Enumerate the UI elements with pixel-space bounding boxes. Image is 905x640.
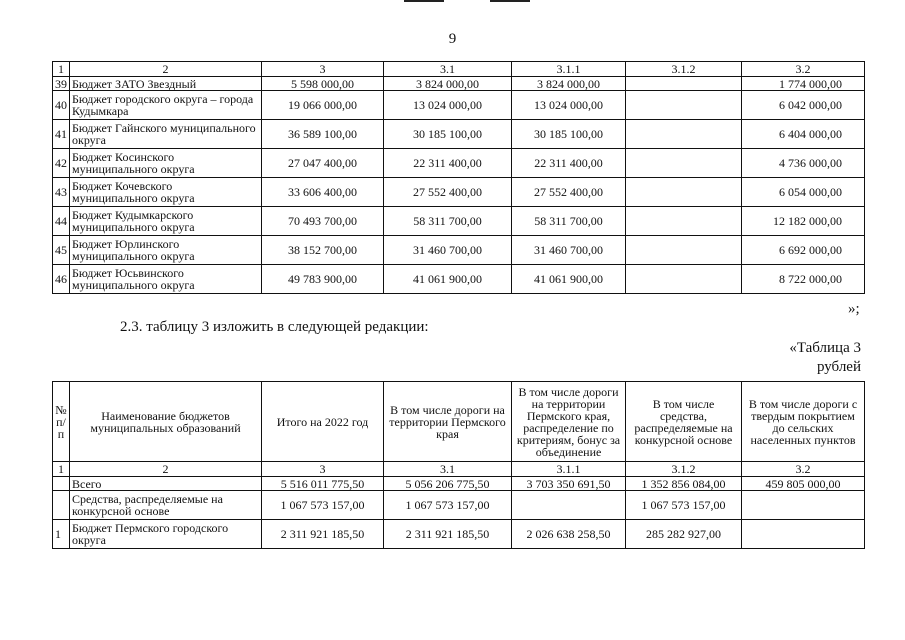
value-roads: 22 311 400,00 bbox=[384, 149, 512, 178]
value-competitive bbox=[626, 265, 742, 294]
value-total: 19 066 000,00 bbox=[262, 91, 384, 120]
budget-name: Бюджет Юсьвинского муниципального округа bbox=[70, 265, 262, 294]
value-criteria: 3 703 350 691,50 bbox=[512, 477, 626, 491]
budget-table-3 bbox=[52, 381, 865, 549]
col-number: 1 bbox=[53, 62, 70, 77]
table-row bbox=[53, 491, 865, 520]
value-rural: 1 774 000,00 bbox=[742, 77, 865, 91]
row-number: 39 bbox=[53, 77, 70, 91]
row-number: 44 bbox=[53, 207, 70, 236]
page-number: 9 bbox=[448, 31, 457, 47]
table-row bbox=[53, 207, 865, 236]
column-number-row bbox=[53, 62, 865, 77]
value-competitive bbox=[626, 77, 742, 91]
value-total: 27 047 400,00 bbox=[262, 149, 384, 178]
row-number: 46 bbox=[53, 265, 70, 294]
col-number: 3 bbox=[262, 62, 384, 77]
budget-name: Бюджет Пермского городского округа bbox=[70, 520, 262, 549]
table-row bbox=[53, 120, 865, 149]
value-criteria: 3 824 000,00 bbox=[512, 77, 626, 91]
value-roads: 2 311 921 185,50 bbox=[384, 520, 512, 549]
header-criteria: В том числе дороги на территории Пермского края, распределение по критериям, бонус за объединение bbox=[512, 382, 626, 462]
value-roads: 13 024 000,00 bbox=[384, 91, 512, 120]
value-roads: 1 067 573 157,00 bbox=[384, 491, 512, 520]
value-criteria: 2 026 638 258,50 bbox=[512, 520, 626, 549]
value-criteria: 31 460 700,00 bbox=[512, 236, 626, 265]
value-total: 36 589 100,00 bbox=[262, 120, 384, 149]
col-number: 3.1.1 bbox=[512, 62, 626, 77]
value-competitive: 1 067 573 157,00 bbox=[626, 491, 742, 520]
table-row bbox=[53, 477, 865, 491]
col-number: 2 bbox=[70, 62, 262, 77]
value-roads: 3 824 000,00 bbox=[384, 77, 512, 91]
column-number-row bbox=[53, 462, 865, 477]
value-rural bbox=[742, 491, 865, 520]
value-criteria: 41 061 900,00 bbox=[512, 265, 626, 294]
value-total: 70 493 700,00 bbox=[262, 207, 384, 236]
closing-quote: »; bbox=[848, 301, 860, 317]
table-row bbox=[53, 178, 865, 207]
table-row bbox=[53, 520, 865, 549]
col-number: 2 bbox=[70, 462, 262, 477]
row-number: 41 bbox=[53, 120, 70, 149]
row-number: 1 bbox=[53, 520, 70, 549]
col-number: 3.1 bbox=[384, 62, 512, 77]
value-rural: 8 722 000,00 bbox=[742, 265, 865, 294]
value-roads: 41 061 900,00 bbox=[384, 265, 512, 294]
value-criteria: 30 185 100,00 bbox=[512, 120, 626, 149]
col-number: 3.1.2 bbox=[626, 462, 742, 477]
value-competitive bbox=[626, 236, 742, 265]
row-number: 42 bbox=[53, 149, 70, 178]
value-criteria bbox=[512, 491, 626, 520]
value-criteria: 22 311 400,00 bbox=[512, 149, 626, 178]
value-competitive bbox=[626, 178, 742, 207]
table-row bbox=[53, 77, 865, 91]
value-total: 33 606 400,00 bbox=[262, 178, 384, 207]
header-rural: В том числе дороги с твердым покрытием до сельских населенных пунктов bbox=[742, 382, 865, 462]
budget-name: Средства, распределяемые на конкурсной основе bbox=[70, 491, 262, 520]
value-criteria: 13 024 000,00 bbox=[512, 91, 626, 120]
value-rural: 12 182 000,00 bbox=[742, 207, 865, 236]
header-num: № п/п bbox=[53, 382, 70, 462]
row-number bbox=[53, 477, 70, 491]
value-competitive: 1 352 856 084,00 bbox=[626, 477, 742, 491]
value-criteria: 58 311 700,00 bbox=[512, 207, 626, 236]
row-number: 40 bbox=[53, 91, 70, 120]
header-total: Итого на 2022 год bbox=[262, 382, 384, 462]
value-competitive bbox=[626, 149, 742, 178]
budget-name: Бюджет Юрлинского муниципального округа bbox=[70, 236, 262, 265]
top-rule-left bbox=[404, 0, 444, 2]
value-total: 38 152 700,00 bbox=[262, 236, 384, 265]
value-rural: 6 042 000,00 bbox=[742, 91, 865, 120]
col-number: 3 bbox=[262, 462, 384, 477]
top-rule-right bbox=[490, 0, 530, 2]
value-total: 2 311 921 185,50 bbox=[262, 520, 384, 549]
table-caption: «Таблица 3 bbox=[789, 340, 861, 356]
value-rural: 6 054 000,00 bbox=[742, 178, 865, 207]
value-rural: 4 736 000,00 bbox=[742, 149, 865, 178]
value-rural: 459 805 000,00 bbox=[742, 477, 865, 491]
row-number bbox=[53, 491, 70, 520]
table-row bbox=[53, 91, 865, 120]
col-number: 3.1.1 bbox=[512, 462, 626, 477]
header-roads: В том числе дороги на территории Пермского края bbox=[384, 382, 512, 462]
row-number: 43 bbox=[53, 178, 70, 207]
header-competitive: В том числе средства, распределяемые на конкурсной основе bbox=[626, 382, 742, 462]
value-rural: 6 404 000,00 bbox=[742, 120, 865, 149]
value-competitive: 285 282 927,00 bbox=[626, 520, 742, 549]
table-row bbox=[53, 265, 865, 294]
budget-name: Бюджет Кочевского муниципального округа bbox=[70, 178, 262, 207]
value-total: 5 598 000,00 bbox=[262, 77, 384, 91]
budget-name: Бюджет Косинского муниципального округа bbox=[70, 149, 262, 178]
value-roads: 58 311 700,00 bbox=[384, 207, 512, 236]
budget-name: Бюджет Гайнского муниципального округа bbox=[70, 120, 262, 149]
budget-name: Бюджет ЗАТО Звездный bbox=[70, 77, 262, 91]
value-total: 1 067 573 157,00 bbox=[262, 491, 384, 520]
value-rural bbox=[742, 520, 865, 549]
budget-table-continued bbox=[52, 61, 865, 294]
col-number: 3.1 bbox=[384, 462, 512, 477]
header-row bbox=[53, 382, 865, 462]
value-total: 49 783 900,00 bbox=[262, 265, 384, 294]
budget-name: Всего bbox=[70, 477, 262, 491]
value-roads: 27 552 400,00 bbox=[384, 178, 512, 207]
header-name: Наименование бюджетов муниципальных образований bbox=[70, 382, 262, 462]
col-number: 3.2 bbox=[742, 462, 865, 477]
col-number: 3.2 bbox=[742, 62, 865, 77]
budget-name: Бюджет городского округа – города Кудымкара bbox=[70, 91, 262, 120]
col-number: 3.1.2 bbox=[626, 62, 742, 77]
value-roads: 5 056 206 775,50 bbox=[384, 477, 512, 491]
value-roads: 31 460 700,00 bbox=[384, 236, 512, 265]
value-rural: 6 692 000,00 bbox=[742, 236, 865, 265]
value-roads: 30 185 100,00 bbox=[384, 120, 512, 149]
value-competitive bbox=[626, 91, 742, 120]
value-criteria: 27 552 400,00 bbox=[512, 178, 626, 207]
value-competitive bbox=[626, 120, 742, 149]
table-row bbox=[53, 236, 865, 265]
table-row bbox=[53, 149, 865, 178]
value-total: 5 516 011 775,50 bbox=[262, 477, 384, 491]
units-label: рублей bbox=[816, 359, 861, 375]
row-number: 45 bbox=[53, 236, 70, 265]
amendment-paragraph: 2.3. таблицу 3 изложить в следующей редакции: bbox=[120, 319, 429, 335]
col-number: 1 bbox=[53, 462, 70, 477]
value-competitive bbox=[626, 207, 742, 236]
budget-name: Бюджет Кудымкарского муниципального округа bbox=[70, 207, 262, 236]
